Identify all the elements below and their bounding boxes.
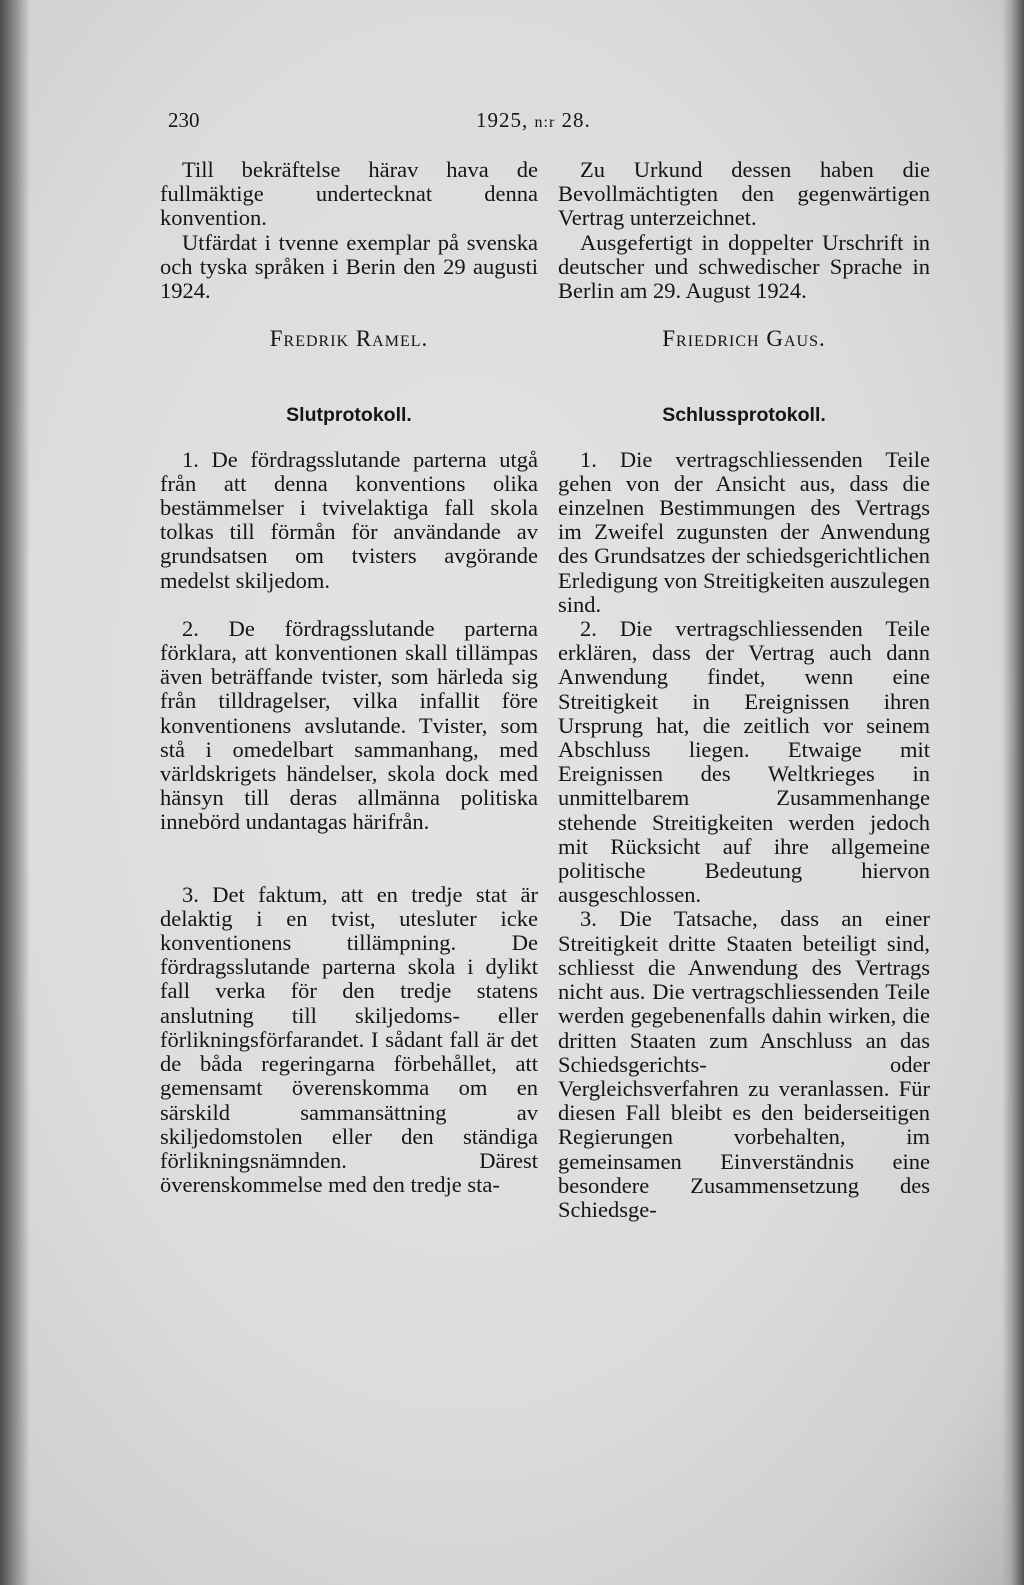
running-title [476, 108, 591, 133]
swedish-place-date: Utfärdat i tvenne exemplar på svenska och tyska språken i Berin den 29 augusti 1924. [160, 229, 538, 304]
page-header [168, 108, 932, 138]
running-title-number-label: n:r [534, 114, 556, 131]
german-closing-clause: Zu Urkund dessen haben die Bevollmächtigten den gegenwärtigen Vertrag unterzeichnet. [558, 157, 930, 231]
running-title-year: 1925, [476, 108, 535, 132]
swedish-protocol-item-1: 1. De fördragsslutande parterna utgå från att denna konventions olika bestämmelser i tvivelaktiga fall skola tolkas till förmån för användande av grundsatsen om tvisters avgörande medelst skiljedom. [160, 446, 538, 593]
swedish-closing-clause: Till bekräftelse härav hava de fullmäktige undertecknat denna konvention. [160, 157, 538, 231]
swedish-protocol-item-3: 3. Det faktum, att en tredje stat är delaktig i en tvist, utesluter icke konventionens tillämpning. De fördragsslutande parterna skola i dylikt fall verka för den tredje statens anslutning till skiljedoms- eller förlikningsförfarandet. I sådant fall är det de båda regeringarna förbehållet, att gemensamt överenskomma om en särskild sammansättning av skiljedomstolen eller den ständiga förlikningsnämnden. Därest överenskommelse med den tredje sta- [160, 881, 538, 1198]
swedish-column [160, 158, 538, 1197]
german-column [558, 158, 930, 1222]
german-protocol-item-1: 1. Die vertragschliessenden Teile gehen von der Ansicht aus, dass die einzelnen Bestimmungen des Vertrags im Zweifel zugunsten der Anwendung des Grundsatzes der schiedsgerichtlichen Erledigung von Streitigkeiten auszulegen sind. [558, 446, 930, 617]
swedish-signature: Fredrik Ramel. [269, 326, 429, 352]
german-protocol-heading: Schlussprotokoll. [662, 404, 826, 427]
german-protocol-item-2: 2. Die vertragschliessenden Teile erklären, dass der Vertrag auch dann Anwendung findet, wenn eine Streitigkeit in Ereignissen ihren Ursprung hat, die zeitlich vor seinem Abschluss liegen. Etwaige mit Ereignissen des Weltkrieges in unmittelbarem Zusammenhange stehende Streitigkeiten werden jedoch mit Rücksicht auf ihre allgemeine politische Bedeutung hiervon ausgeschlossen. [558, 616, 930, 908]
page-number: 230 [168, 108, 200, 132]
german-place-date: Ausgefertigt in doppelter Urschrift in deutscher und schwedischer Sprache in Berlin am 29. August 1924. [558, 229, 930, 304]
german-protocol-item-3: 3. Die Tatsache, dass an einer Streitigkeit dritte Staaten beteiligt sind, schliesst die Anwendung des Vertrags nicht aus. Die vertragschliessenden Teile werden gegebenenfalls dahin wirken, die dritten Staaten zum Anschluss an das Schiedsgerichts- oder Vergleichsverfahren zu veranlassen. Für diesen Fall bleibt es den beiderseitigen Regierungen vorbehalten, im gemeinsamen Einverständnis eine besondere Zusammensetzung des Schiedsge- [558, 906, 930, 1222]
swedish-protocol-heading: Slutprotokoll. [286, 404, 412, 427]
german-signature: Friedrich Gaus. [662, 326, 826, 352]
swedish-protocol-item-2: 2. De fördragsslutande parterna förklara, att konventionen skall tillämpas även beträffande tvister, som härleda sig från tilldragelser, vilka infallit före konventionens avslutande. Tvister, som stå i omedelbart sammanhang, med världskrigets händelser, skola dock med hänsyn till deras allmänna politiska innebörd undantagas härifrån. [160, 615, 538, 835]
running-title-number: 28. [555, 108, 591, 132]
